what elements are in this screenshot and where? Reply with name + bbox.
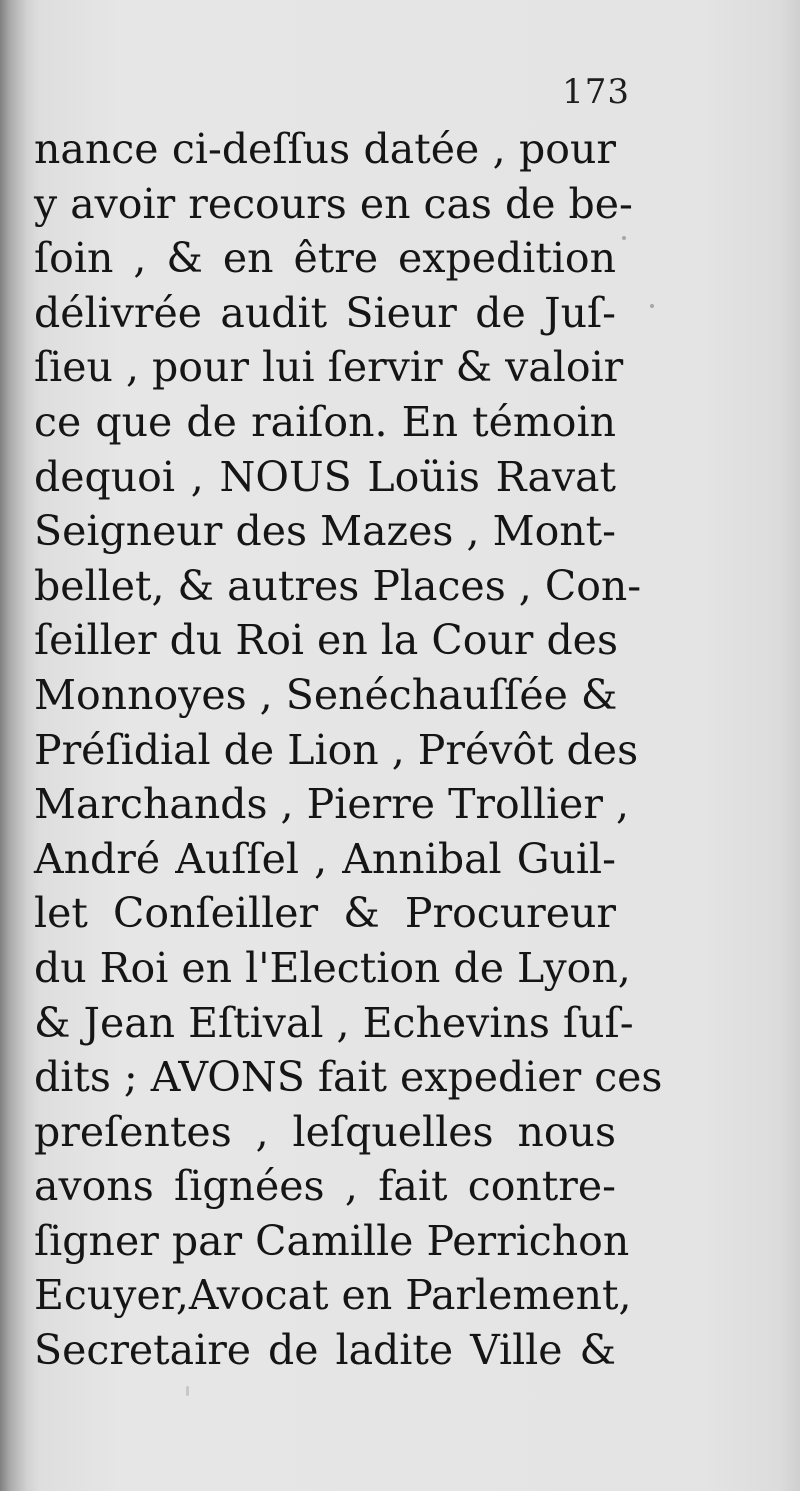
text-line: ſoin , & en être expedition	[34, 234, 616, 283]
paper-speck	[650, 304, 654, 308]
paper-speck	[622, 236, 626, 240]
page-number: 173	[562, 72, 630, 112]
text-line: Seigneur des Mazes , Mont-	[34, 507, 616, 556]
text-line: dequoi , NOUS Loüis Ravat	[34, 452, 616, 501]
paper-speck	[186, 1386, 189, 1396]
text-line: délivrée audit Sieur de Juſ-	[34, 288, 616, 337]
page-gutter-shadow	[0, 0, 26, 1491]
text-line: avons ſignées , fait contre-	[34, 1162, 616, 1211]
text-line: ce que de raiſon. En témoin	[34, 397, 616, 446]
text-line: Secretaire de ladite Ville &	[34, 1326, 616, 1375]
text-line: ſigner par Camille Perrichon	[34, 1216, 630, 1265]
text-line: Ecuyer,Avocat en Parlement,	[34, 1271, 632, 1320]
text-line: Marchands , Pierre Trollier ,	[34, 780, 629, 829]
text-line: ſieu , pour lui ſervir & valoir	[34, 343, 624, 392]
text-line: preſentes , leſquelles nous	[34, 1107, 616, 1156]
text-line: André Auſſel , Annibal Guil-	[34, 834, 616, 883]
text-line: bellet, & autres Places , Con-	[34, 561, 642, 610]
text-line: Préſidial de Lion , Prévôt des	[34, 725, 639, 774]
text-line: & Jean Eſtival , Echevins ſuſ-	[34, 998, 634, 1047]
text-line: Monnoyes , Senéchauſſée &	[34, 670, 618, 719]
text-line: ſeiller du Roi en la Cour des	[34, 616, 618, 665]
text-line: dits ; AVONS fait expedier ces	[34, 1053, 663, 1102]
text-line: y avoir recours en cas de be-	[34, 179, 633, 228]
text-line: nance ci-deſſus datée , pour	[34, 125, 616, 173]
text-line: du Roi en l'Election de Lyon,	[34, 943, 631, 992]
text-line: let Conſeiller & Procureur	[34, 889, 616, 938]
body-text	[34, 122, 663, 1378]
